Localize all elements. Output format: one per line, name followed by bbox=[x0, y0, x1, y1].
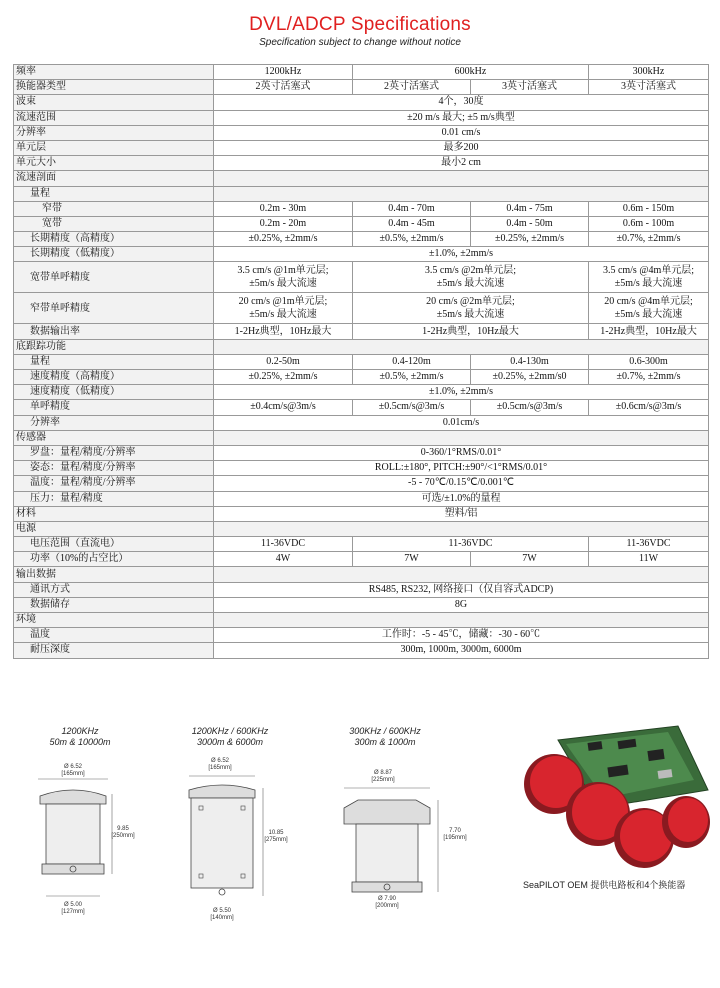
cell bbox=[353, 293, 589, 324]
cell: 最小2 cm bbox=[214, 156, 709, 171]
cell-line: 20 cm/s @4m单元层; bbox=[604, 296, 693, 308]
table-row bbox=[14, 216, 709, 231]
table-row bbox=[14, 201, 709, 216]
table-row bbox=[14, 186, 709, 201]
table-row bbox=[14, 262, 709, 293]
table-row bbox=[14, 415, 709, 430]
cell: ±0.4cm/s@3m/s bbox=[214, 400, 353, 415]
cell: 0.01 cm/s bbox=[214, 125, 709, 140]
section-label: 电源 bbox=[14, 521, 214, 536]
table-row bbox=[14, 125, 709, 140]
cell: 0.6-300m bbox=[589, 354, 709, 369]
dim-line: Ø 5.50 bbox=[212, 908, 231, 914]
cell: 1-2Hz典型，10Hz最大 bbox=[589, 324, 709, 339]
dimension-bottom bbox=[48, 902, 98, 916]
cell: ±0.7%, ±2mm/s bbox=[589, 370, 709, 385]
cell bbox=[214, 171, 709, 186]
section-label: 底跟踪功能 bbox=[14, 339, 214, 354]
cell: 0.4m - 45m bbox=[353, 216, 471, 231]
cell: 0.6m - 150m bbox=[589, 201, 709, 216]
cell: 0.4-120m bbox=[353, 354, 471, 369]
cell: 0.2-50m bbox=[214, 354, 353, 369]
cell: ±20 m/s 最大; ±5 m/s典型 bbox=[214, 110, 709, 125]
dim-line: Ø 8.87 bbox=[373, 770, 392, 776]
diagram-caption bbox=[175, 726, 285, 748]
table-row bbox=[14, 628, 709, 643]
dim-line: [140mm] bbox=[210, 915, 234, 921]
section-label: 环境 bbox=[14, 613, 214, 628]
row-label: 窄带单呼精度 bbox=[14, 293, 214, 324]
dimension-top bbox=[358, 770, 408, 784]
caption-line: 3000m & 6000m bbox=[196, 737, 264, 747]
dim-line: Ø 6.52 bbox=[63, 764, 82, 770]
row-label: 数据输出率 bbox=[14, 324, 214, 339]
dim-line: Ø 7.90 bbox=[377, 896, 396, 902]
cell bbox=[214, 293, 353, 324]
cell: 塑料/铝 bbox=[214, 506, 709, 521]
cell-line: 3.5 cm/s @2m单元层; bbox=[424, 265, 517, 277]
cell: 工作时：-5 - 45℃，储藏：-30 - 60℃ bbox=[214, 628, 709, 643]
row-label: 压力：量程/精度 bbox=[14, 491, 214, 506]
row-label: 量程 bbox=[14, 354, 214, 369]
row-label: 姿态：量程/精度/分辨率 bbox=[14, 461, 214, 476]
row-label: 速度精度（低精度） bbox=[14, 385, 214, 400]
table-row bbox=[14, 65, 709, 80]
table-row bbox=[14, 613, 709, 628]
cell: 0.4m - 75m bbox=[471, 201, 589, 216]
dim-line: [275mm] bbox=[264, 837, 288, 843]
table-row bbox=[14, 110, 709, 125]
section-label: 输出数据 bbox=[14, 567, 214, 582]
row-label: 宽带单呼精度 bbox=[14, 262, 214, 293]
caption-line: 300m & 1000m bbox=[354, 737, 416, 747]
cell: 0-360/1°RMS/0.01° bbox=[214, 445, 709, 460]
cell: ±1.0%, ±2mm/s bbox=[214, 385, 709, 400]
cell: ±0.5cm/s@3m/s bbox=[471, 400, 589, 415]
table-row bbox=[14, 537, 709, 552]
cell: 300kHz bbox=[589, 65, 709, 80]
cell bbox=[589, 293, 709, 324]
table-row bbox=[14, 324, 709, 339]
table-row bbox=[14, 370, 709, 385]
dimension-side bbox=[106, 826, 140, 840]
cell: RS485, RS232, 网络接口（仅自容式ADCP) bbox=[214, 582, 709, 597]
row-label: 换能器类型 bbox=[14, 80, 214, 95]
cell: 1-2Hz典型，10Hz最大 bbox=[214, 324, 353, 339]
dim-line: Ø 5.00 bbox=[63, 902, 82, 908]
table-row bbox=[14, 95, 709, 110]
dim-line: 10.85 bbox=[268, 830, 284, 836]
table-row bbox=[14, 80, 709, 95]
table-row bbox=[14, 339, 709, 354]
table-row bbox=[14, 400, 709, 415]
table-row bbox=[14, 597, 709, 612]
caption-line: 300KHz / 600KHz bbox=[349, 726, 421, 736]
cell bbox=[589, 262, 709, 293]
row-label: 功率（10%的占空比） bbox=[14, 552, 214, 567]
cell: 可选/±1.0%的量程 bbox=[214, 491, 709, 506]
cell: ±0.5cm/s@3m/s bbox=[353, 400, 471, 415]
cell bbox=[214, 430, 709, 445]
cell: ±0.6cm/s@3m/s bbox=[589, 400, 709, 415]
cell: 3英寸活塞式 bbox=[471, 80, 589, 95]
cell-line: 3.5 cm/s @4m单元层; bbox=[602, 265, 695, 277]
table-row bbox=[14, 643, 709, 658]
dim-line: [127mm] bbox=[61, 909, 85, 915]
cell: 11-36VDC bbox=[214, 537, 353, 552]
cell-line: ±5m/s 最大流速 bbox=[614, 309, 683, 321]
row-label: 耐压深度 bbox=[14, 643, 214, 658]
cell: 11W bbox=[589, 552, 709, 567]
row-label: 量程 bbox=[14, 186, 214, 201]
header bbox=[0, 14, 720, 48]
product-photo bbox=[518, 720, 713, 875]
dimension-side bbox=[259, 830, 293, 844]
diagram-1200-600khz bbox=[175, 726, 300, 931]
table-row bbox=[14, 552, 709, 567]
table-row bbox=[14, 140, 709, 155]
row-label: 速度精度（高精度） bbox=[14, 370, 214, 385]
table-row bbox=[14, 476, 709, 491]
cell: 2英寸活塞式 bbox=[353, 80, 471, 95]
cell: 1200kHz bbox=[214, 65, 353, 80]
cell: 0.2m - 30m bbox=[214, 201, 353, 216]
table-row bbox=[14, 171, 709, 186]
cell: ±0.25%, ±2mm/s bbox=[471, 232, 589, 247]
spec-table bbox=[13, 64, 709, 659]
cell: 0.4m - 50m bbox=[471, 216, 589, 231]
diagram-300-600khz bbox=[330, 726, 480, 931]
row-label: 电压范围（直流电） bbox=[14, 537, 214, 552]
table-row bbox=[14, 506, 709, 521]
row-label: 单元大小 bbox=[14, 156, 214, 171]
section-label: 流速剖面 bbox=[14, 171, 214, 186]
table-row bbox=[14, 445, 709, 460]
caption-line: 1200KHz bbox=[61, 726, 99, 736]
row-label: 波束 bbox=[14, 95, 214, 110]
diagram-caption bbox=[330, 726, 440, 748]
transducer-drawing bbox=[330, 784, 480, 909]
row-label: 数据储存 bbox=[14, 597, 214, 612]
cell: ±0.25%, ±2mm/s0 bbox=[471, 370, 589, 385]
cell: 3英寸活塞式 bbox=[589, 80, 709, 95]
cell bbox=[214, 567, 709, 582]
cell: 0.2m - 20m bbox=[214, 216, 353, 231]
row-label: 窄带 bbox=[14, 201, 214, 216]
table-row bbox=[14, 461, 709, 476]
cell: ±0.25%, ±2mm/s bbox=[214, 232, 353, 247]
table-row bbox=[14, 293, 709, 324]
row-label: 长期精度（低精度） bbox=[14, 247, 214, 262]
cell-line: ±5m/s 最大流速 bbox=[614, 278, 683, 290]
cell: ±1.0%, ±2mm/s bbox=[214, 247, 709, 262]
transducer-drawing bbox=[20, 776, 140, 906]
dim-line: Ø 6.52 bbox=[210, 758, 229, 764]
cell-line: ±5m/s 最大流速 bbox=[436, 309, 505, 321]
diagram-caption bbox=[20, 726, 140, 748]
row-label: 温度：量程/精度/分辨率 bbox=[14, 476, 214, 491]
page-title: DVL/ADCP Specifications bbox=[249, 14, 471, 35]
row-label: 通讯方式 bbox=[14, 582, 214, 597]
cell: ±0.25%, ±2mm/s bbox=[214, 370, 353, 385]
cell: 8G bbox=[214, 597, 709, 612]
cell-line: 20 cm/s @1m单元层; bbox=[238, 296, 328, 308]
dim-line: [165mm] bbox=[208, 765, 232, 771]
cell: 4个，30度 bbox=[214, 95, 709, 110]
dim-line: [165mm] bbox=[61, 771, 85, 777]
cell bbox=[214, 521, 709, 536]
cell-line: ±5m/s 最大流速 bbox=[249, 278, 317, 290]
table-row bbox=[14, 567, 709, 582]
dimension-bottom bbox=[362, 896, 412, 910]
dim-line: 7.70 bbox=[449, 828, 461, 834]
cell-line: ±5m/s 最大流速 bbox=[249, 309, 317, 321]
cell bbox=[214, 262, 353, 293]
cell-line: 3.5 cm/s @1m单元层; bbox=[237, 265, 329, 277]
table-row bbox=[14, 156, 709, 171]
cell-line: ±5m/s 最大流速 bbox=[436, 278, 505, 290]
table-row bbox=[14, 491, 709, 506]
table-row bbox=[14, 247, 709, 262]
cell: 600kHz bbox=[353, 65, 589, 80]
cell: 11-36VDC bbox=[353, 537, 589, 552]
cell: ±0.5%, ±2mm/s bbox=[353, 370, 471, 385]
cell-line: 20 cm/s @2m单元层; bbox=[426, 296, 515, 308]
table-row bbox=[14, 232, 709, 247]
table-row bbox=[14, 385, 709, 400]
cell: 11-36VDC bbox=[589, 537, 709, 552]
row-label: 温度 bbox=[14, 628, 214, 643]
row-label: 分辨率 bbox=[14, 125, 214, 140]
cell bbox=[214, 186, 709, 201]
table-row bbox=[14, 582, 709, 597]
cell: ROLL:±180°, PITCH:±90°/<1°RMS/0.01° bbox=[214, 461, 709, 476]
row-label: 长期精度（高精度） bbox=[14, 232, 214, 247]
dim-line: [195mm] bbox=[443, 835, 467, 841]
cell: 0.4-130m bbox=[471, 354, 589, 369]
cell bbox=[353, 262, 589, 293]
row-label: 单元层 bbox=[14, 140, 214, 155]
row-label: 宽带 bbox=[14, 216, 214, 231]
caption-line: 50m & 10000m bbox=[49, 737, 111, 747]
cell: 1-2Hz典型，10Hz最大 bbox=[353, 324, 589, 339]
diagram-1200khz bbox=[20, 726, 140, 926]
row-label: 分辨率 bbox=[14, 415, 214, 430]
table-row bbox=[14, 354, 709, 369]
page-subtitle: Specification subject to change without notice bbox=[259, 37, 461, 48]
cell: 0.6m - 100m bbox=[589, 216, 709, 231]
row-label: 频率 bbox=[14, 65, 214, 80]
dimension-side bbox=[438, 828, 472, 842]
cell: 7W bbox=[353, 552, 471, 567]
cell: 0.4m - 70m bbox=[353, 201, 471, 216]
cell: 300m, 1000m, 3000m, 6000m bbox=[214, 643, 709, 658]
cell: 最多200 bbox=[214, 140, 709, 155]
table-row bbox=[14, 430, 709, 445]
cell: -5 - 70℃/0.15℃/0.001℃ bbox=[214, 476, 709, 491]
section-label: 传感器 bbox=[14, 430, 214, 445]
row-label: 材料 bbox=[14, 506, 214, 521]
cell: 7W bbox=[471, 552, 589, 567]
cell bbox=[214, 339, 709, 354]
dimension-bottom bbox=[197, 908, 247, 922]
row-label: 罗盘：量程/精度/分辨率 bbox=[14, 445, 214, 460]
cell: ±0.5%, ±2mm/s bbox=[353, 232, 471, 247]
dim-line: [250mm] bbox=[111, 833, 135, 839]
dim-line: [200mm] bbox=[375, 903, 399, 909]
cell: 0.01cm/s bbox=[214, 415, 709, 430]
cell: 2英寸活塞式 bbox=[214, 80, 353, 95]
cell bbox=[214, 613, 709, 628]
table-row bbox=[14, 521, 709, 536]
row-label: 单呼精度 bbox=[14, 400, 214, 415]
dim-line: [225mm] bbox=[371, 777, 395, 783]
cell: ±0.7%, ±2mm/s bbox=[589, 232, 709, 247]
dim-line: 9.85 bbox=[117, 826, 129, 832]
row-label: 流速范围 bbox=[14, 110, 214, 125]
caption-line: 1200KHz / 600KHz bbox=[191, 726, 269, 736]
cell: 4W bbox=[214, 552, 353, 567]
photo-caption: SeaPILOT OEM 提供电路板和4个换能器 bbox=[523, 880, 686, 890]
